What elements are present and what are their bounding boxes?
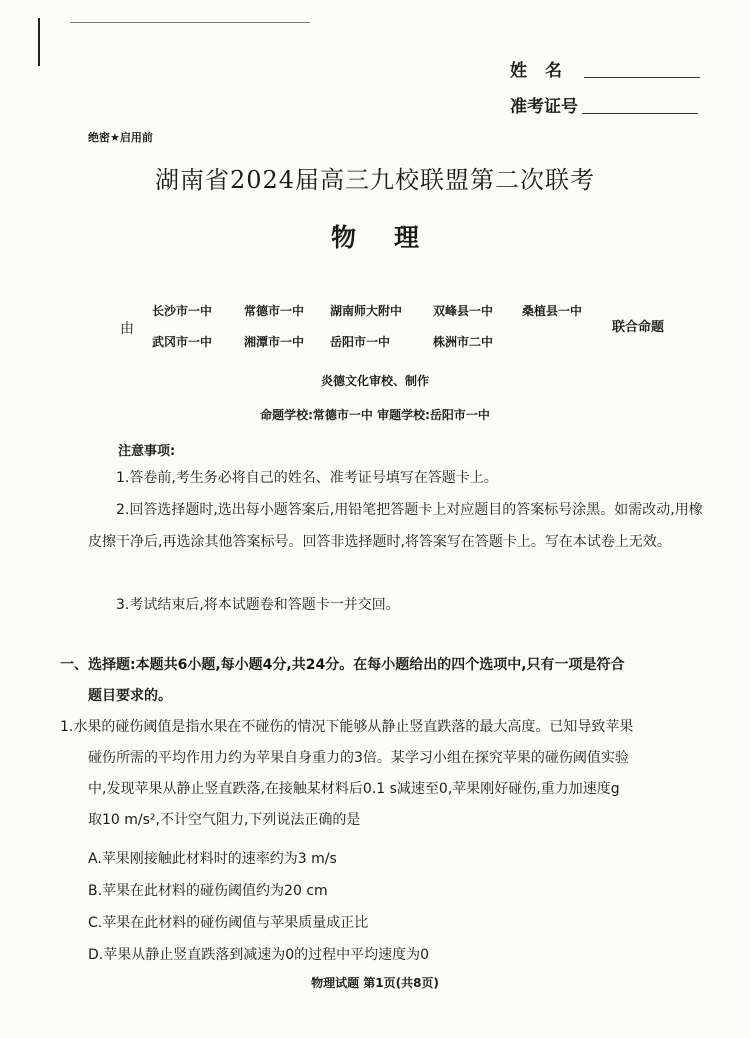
proposer-reviewer-line: 命题学校:常德市一中 审题学校:岳阳市一中 — [260, 408, 490, 422]
page-footer: 物理试题 第1页(共8页) — [311, 976, 439, 990]
notice-item: 2.回答选择题时,选出每小题答案后,用铅笔把答题卡上对应题目的答案标号涂黑。如需改动,用橡皮擦干净后,再选涂其他答案标号。回答非选择题时,将答案写在答题卡上。写在本试卷上无效。 — [88, 502, 703, 550]
section-heading: 一、选择题:本题共6小题,每小题4分,共24分。在每小题给出的四个选项中,只有一项是符合 题目要求的。 — [60, 657, 625, 704]
binding-line — [38, 18, 40, 66]
union-prefix: 由 — [120, 321, 134, 337]
school-name: 双峰县一中 — [433, 304, 494, 318]
school-name: 长沙市一中 — [152, 304, 213, 318]
subject-title: 物理 — [330, 223, 457, 252]
union-suffix: 联合命题 — [612, 320, 665, 335]
name-field — [510, 56, 700, 81]
school-name: 湖南师大附中 — [330, 304, 403, 318]
exam-number-blank — [582, 113, 698, 114]
exam-number-field — [510, 92, 698, 117]
school-name: 岳阳市一中 — [330, 335, 391, 349]
notice-title: 注意事项: — [118, 444, 176, 459]
school-name: 常德市一中 — [244, 304, 305, 318]
option-b: B.苹果在此材料的碰伤阈值约为20 cm — [88, 883, 328, 899]
maker-line: 炎德文化审校、制作 — [320, 374, 429, 388]
option-c: C.苹果在此材料的碰伤阈值与苹果质量成正比 — [88, 915, 369, 931]
notice-item: 1.答卷前,考生务必将自己的姓名、准考证号填写在答题卡上。 — [116, 470, 498, 486]
notice-item: 3.考试结束后,将本试题卷和答题卡一并交回。 — [116, 597, 400, 613]
name-blank — [584, 77, 700, 78]
top-rule — [70, 22, 310, 23]
exam-number-label: 准考证号 — [510, 97, 578, 117]
option-a: A.苹果刚接触此材料时的速率约为3 m/s — [88, 851, 337, 867]
school-name: 武冈市一中 — [152, 335, 213, 349]
option-d: D.苹果从静止竖直跌落到减速为0的过程中平均速度为0 — [88, 947, 430, 963]
question-1-stem: 1.水果的碰伤阈值是指水果在不碰伤的情况下能够从静止竖直跌落的最大高度。已知导致苹果 碰伤所需的平均作用力约为苹果自身重力的3倍。某学习小组在探究苹果的碰伤阈值实验 中,发现苹果从静止竖直跌落,在接触某材料后0.1 s减速至0,苹果刚好碰伤,重力加速度g 取10 m/s²,不计空气阻力,下列说法正确的是 — [60, 719, 634, 828]
school-name: 湘潭市一中 — [244, 335, 305, 349]
exam-title: 湖南省2024届高三九校联盟第二次联考 — [154, 166, 596, 194]
name-label: 姓名 — [510, 61, 580, 81]
secret-mark: 绝密★启用前 — [88, 131, 153, 144]
school-name: 株洲市二中 — [433, 335, 494, 349]
school-name: 桑植县一中 — [522, 304, 583, 318]
